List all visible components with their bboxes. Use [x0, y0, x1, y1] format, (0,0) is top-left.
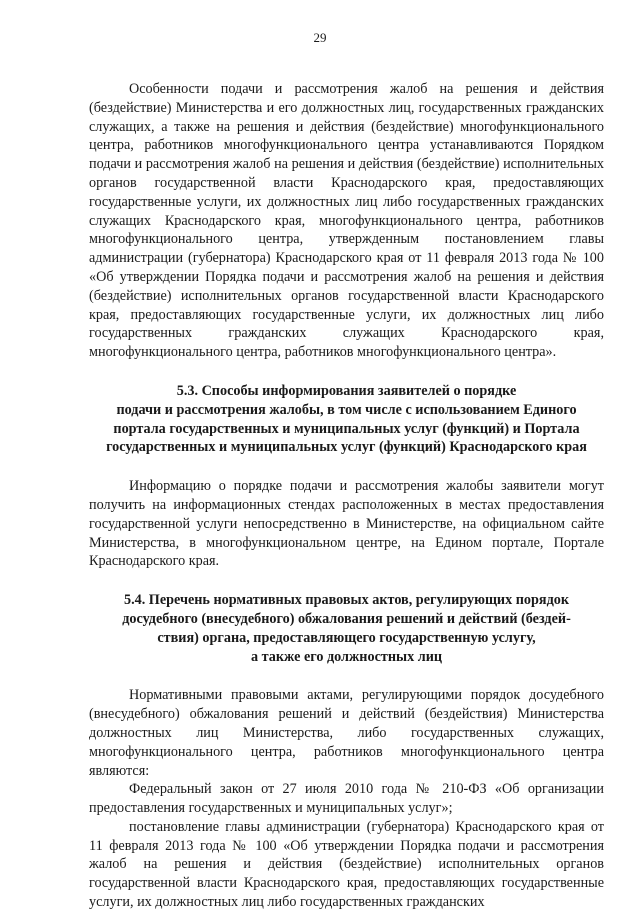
heading-line: досудебного (внесудебного) обжалования решений и действий (бездей- — [122, 610, 571, 627]
section-5-4-paragraph: Федеральный закон от 27 июля 2010 года № 210-ФЗ «Об организации предоставления государственных и муниципальных услуг»; — [89, 781, 604, 817]
heading-line: 5.3. Способы информирования заявителей о порядке — [176, 382, 517, 399]
heading-line: 5.4. Перечень нормативных правовых актов, регулирующих порядок — [123, 592, 570, 609]
heading-line: а также его должностных лиц — [250, 648, 443, 665]
section-5-3-paragraph: Информацию о порядке подачи и рассмотрения жалобы заявители могут получить на информационных стендах расположенных в местах предоставления государственной услуги непосредственно в Министерстве, на официальном сайте Министерства, в многофункциональном центре, на Едином портале, Портале Краснодарского края. — [89, 478, 604, 570]
section-5-4-paragraph: Нормативными правовыми актами, регулирующими порядок досудебного (внесудебного) обжалования решений и действий (бездействия) Министерства должностных лиц Министерства, либо государственных служащих, многофункционального центра, работников многофункционального центра являются: — [89, 687, 604, 779]
section-5-3-heading — [89, 382, 604, 457]
section-5-4-heading — [89, 591, 604, 666]
heading-line: портала государственных и муниципальных услуг (функций) и Портала — [113, 420, 580, 437]
page-number: 29 — [313, 30, 327, 45]
section-5-4-paragraph: постановление главы администрации (губернатора) Краснодарского края от 11 февраля 2013 года № 100 «Об утверждении Порядка подачи и рассмотрения жалоб на решения и действия (бездействие) исполнительных органов государственной власти Краснодарского края, предоставляющих государственные услуги, их должностных лиц либо государственных гражданских — [89, 818, 604, 911]
heading-line: ствия) органа, предоставляющего государственную услугу, — [157, 629, 536, 646]
intro-paragraph: Особенности подачи и рассмотрения жалоб на решения и действия (бездействие) Министерства и его должностных лиц, государственных гражданских служащих, а также на решения и действия (бездействие) многофункционального центра, работников многофункционального центра устанавливаются Порядком подачи и рассмотрения жалоб на решения и действия (бездействие) исполнительных органов государственной власти Краснодарского края, предоставляющих государственные услуги, их должностных лиц либо государственных гражданских служащих Краснодарского края, многофункционального центра, работников многофункционального центра, утвержденным постановлением главы администрации (губернатора) Краснодарского края от 11 февраля 2013 года № 100 «Об утверждении Порядка подачи и рассмотрения жалоб на решения и действия (бездействие) исполнительных органов государственной власти Краснодарского края, предоставляющих государственные услуги, их должностных лиц либо государственных гражданских служащих Краснодарского края, многофункционального центра, работников многофункционального центра». — [89, 81, 604, 361]
heading-line: государственных и муниципальных услуг (функций) Краснодарского края — [106, 439, 587, 456]
heading-line: подачи и рассмотрения жалобы, в том числе с использованием Единого — [116, 401, 577, 418]
